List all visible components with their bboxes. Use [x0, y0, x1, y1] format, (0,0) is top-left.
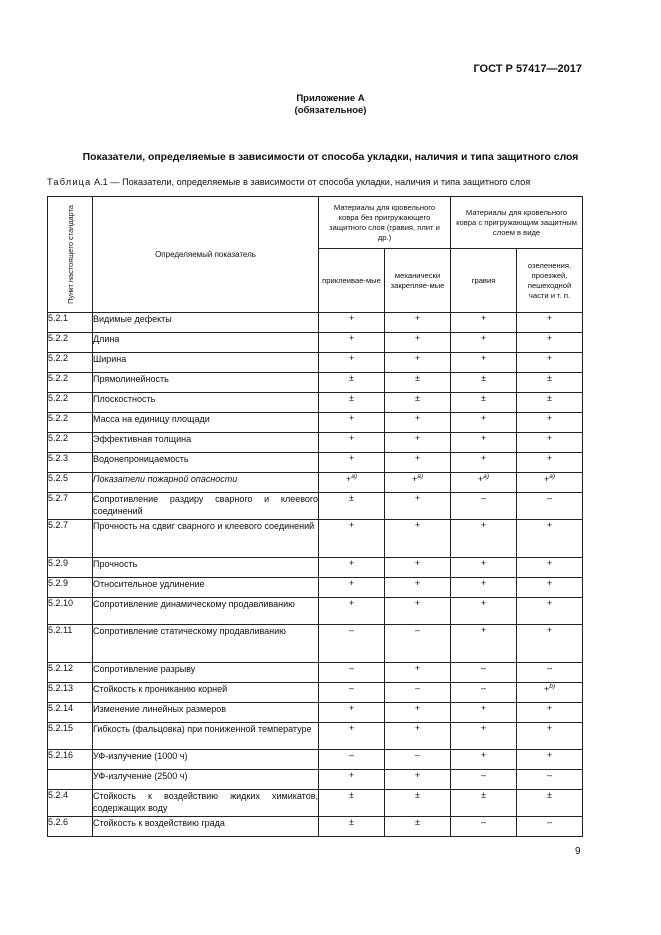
table-row: [48, 625, 583, 663]
indicator-cell: Гибкость (фальцовка) при пониженной температуре: [93, 723, 319, 750]
indicators-table: [47, 196, 583, 837]
mark-cell: ±: [451, 373, 517, 393]
table-row: [48, 683, 583, 703]
mark-cell: +: [451, 723, 517, 750]
indicator-cell: Эффективная толщина: [93, 433, 319, 453]
mark-cell: +: [319, 453, 385, 473]
mark-cell: +: [385, 313, 451, 333]
table-row: [48, 353, 583, 373]
clause-cell: 5.2.6: [48, 817, 93, 837]
mark-cell: +$^{b)}$: [517, 683, 583, 703]
indicator-cell: Сопротивление статическому продавливанию: [93, 625, 319, 663]
mark-cell: +: [451, 453, 517, 473]
mark-cell: ±: [319, 373, 385, 393]
mark-cell: +: [451, 578, 517, 598]
mark-cell: +: [319, 703, 385, 723]
mark-cell: ±: [517, 790, 583, 817]
indicator-cell: Прочность: [93, 558, 319, 578]
mark-cell: +: [319, 723, 385, 750]
table-row: [48, 750, 583, 770]
table-body: [48, 313, 583, 837]
mark-cell: +: [451, 703, 517, 723]
mark-cell: ±: [451, 790, 517, 817]
indicator-cell: Стойкость к воздействию града: [93, 817, 319, 837]
indicator-cell: УФ-излучение (1000 ч): [93, 750, 319, 770]
indicator-cell: Сопротивление динамическому продавливанию: [93, 598, 319, 625]
clause-cell: 5.2.16: [48, 750, 93, 770]
mark-cell: –: [451, 683, 517, 703]
mark-cell: +: [451, 520, 517, 558]
table-row: [48, 373, 583, 393]
mark-cell: +: [385, 353, 451, 373]
appendix-status: (обязательное): [294, 105, 367, 116]
header-group-without-layer: Материалы для кровельного ковра без пригружающего защитного слоя (гравия, плит и др.): [319, 197, 451, 249]
indicator-cell: Длина: [93, 333, 319, 353]
mark-cell: ±: [319, 790, 385, 817]
indicator-cell: Сопротивление раздиру сварного и клеевого соединений: [93, 493, 319, 520]
mark-cell: +: [451, 433, 517, 453]
mark-cell: +: [517, 625, 583, 663]
indicator-cell: Стойкость к прониканию корней: [93, 683, 319, 703]
page-number: 9: [575, 846, 581, 857]
mark-cell: +$^{а)}$: [517, 473, 583, 493]
mark-cell: –: [517, 770, 583, 790]
mark-cell: –: [451, 493, 517, 520]
table-row: [48, 393, 583, 413]
mark-cell: ±: [385, 373, 451, 393]
mark-cell: +: [385, 433, 451, 453]
section-heading: Показатели, определяемые в зависимости от способа укладки, наличия и типа защитного слоя: [82, 152, 579, 163]
indicator-cell: Прочность на сдвиг сварного и клеевого соединений: [93, 520, 319, 558]
header-indicator: Определяемый показатель: [93, 197, 319, 313]
mark-cell: –: [451, 817, 517, 837]
mark-cell: +: [319, 770, 385, 790]
indicator-cell: Масса на единицу площади: [93, 413, 319, 433]
mark-cell: –: [385, 683, 451, 703]
mark-cell: +: [385, 578, 451, 598]
mark-cell: +: [517, 333, 583, 353]
table-row: [48, 313, 583, 333]
table-row: [48, 703, 583, 723]
mark-cell: –: [517, 817, 583, 837]
standard-designation: ГОСТ Р 57417—2017: [473, 63, 582, 75]
indicator-cell: УФ-излучение (2500 ч): [93, 770, 319, 790]
table-caption-text: А.1 — Показатели, определяемые в зависимости от способа укладки, наличия и типа защитного слоя: [94, 177, 531, 187]
mark-cell: +: [385, 723, 451, 750]
table-caption: [47, 177, 530, 187]
mark-cell: +: [451, 558, 517, 578]
table-row: [48, 520, 583, 558]
mark-cell: +: [517, 578, 583, 598]
table-row: [48, 663, 583, 683]
mark-cell: +$^{а)}$: [385, 473, 451, 493]
mark-cell: +: [517, 723, 583, 750]
mark-cell: ±: [385, 817, 451, 837]
mark-cell: ±: [385, 393, 451, 413]
mark-cell: +: [517, 558, 583, 578]
indicator-cell: Стойкость к воздействию жидких химикатов, содержащих воду: [93, 790, 319, 817]
mark-cell: +: [517, 598, 583, 625]
table-caption-label: Таблица: [47, 177, 92, 187]
mark-cell: +: [451, 413, 517, 433]
mark-cell: +: [385, 663, 451, 683]
indicator-cell: Показатели пожарной опасности: [93, 473, 319, 493]
mark-cell: +: [385, 453, 451, 473]
clause-cell: 5.2.7: [48, 520, 93, 558]
mark-cell: –: [385, 625, 451, 663]
clause-cell: 5.2.12: [48, 663, 93, 683]
mark-cell: +: [319, 313, 385, 333]
table-row: [48, 723, 583, 750]
mark-cell: +: [517, 453, 583, 473]
indicator-cell: Водонепроницаемость: [93, 453, 319, 473]
table-row: [48, 453, 583, 473]
mark-cell: –: [451, 663, 517, 683]
mark-cell: +$^{а)}$: [451, 473, 517, 493]
mark-cell: –: [319, 663, 385, 683]
table-row: [48, 413, 583, 433]
mark-cell: +: [385, 413, 451, 433]
mark-cell: +: [385, 558, 451, 578]
mark-cell: +: [517, 703, 583, 723]
clause-cell: 5.2.2: [48, 353, 93, 373]
header-greening: озеленения, проезжей, пешеходной части и т. п.: [517, 249, 583, 313]
clause-cell: 5.2.9: [48, 578, 93, 598]
table-row: [48, 493, 583, 520]
clause-cell: 5.2.2: [48, 393, 93, 413]
mark-cell: –: [319, 683, 385, 703]
table-row: [48, 473, 583, 493]
mark-cell: +: [451, 750, 517, 770]
clause-cell: 5.2.2: [48, 413, 93, 433]
indicator-cell: Видимые дефекты: [93, 313, 319, 333]
mark-cell: +: [319, 578, 385, 598]
mark-cell: +: [319, 598, 385, 625]
clause-cell: 5.2.13: [48, 683, 93, 703]
clause-cell: 5.2.10: [48, 598, 93, 625]
mark-cell: +: [517, 433, 583, 453]
clause-cell: 5.2.2: [48, 433, 93, 453]
clause-cell: 5.2.15: [48, 723, 93, 750]
mark-cell: ±: [451, 393, 517, 413]
header-group-with-layer: Материалы для кровельного ковра с пригружающим защитным слоем в виде: [451, 197, 583, 249]
clause-cell: 5.2.5: [48, 473, 93, 493]
clause-cell: 5.2.2: [48, 373, 93, 393]
mark-cell: +: [385, 493, 451, 520]
mark-cell: ±: [385, 790, 451, 817]
mark-cell: +: [385, 703, 451, 723]
mark-cell: +: [451, 333, 517, 353]
clause-cell: 5.2.14: [48, 703, 93, 723]
mark-cell: +: [319, 353, 385, 373]
mark-cell: ±: [517, 373, 583, 393]
indicator-cell: Относительное удлинение: [93, 578, 319, 598]
mark-cell: +: [451, 313, 517, 333]
indicator-cell: Изменение линейных размеров: [93, 703, 319, 723]
mark-cell: +: [319, 433, 385, 453]
mark-cell: –: [517, 663, 583, 683]
table-row: [48, 433, 583, 453]
indicator-cell: Ширина: [93, 353, 319, 373]
mark-cell: +$^{а)}$: [319, 473, 385, 493]
mark-cell: +: [385, 520, 451, 558]
mark-cell: ±: [517, 393, 583, 413]
table-row: [48, 578, 583, 598]
clause-cell: 5.2.1: [48, 313, 93, 333]
mark-cell: +: [319, 558, 385, 578]
clause-cell: 5.2.11: [48, 625, 93, 663]
mark-cell: +: [385, 333, 451, 353]
mark-cell: +: [385, 598, 451, 625]
mark-cell: +: [319, 520, 385, 558]
header-clause: Пункт настоящего стандарта: [48, 197, 93, 313]
clause-cell: 5.2.9: [48, 558, 93, 578]
indicator-cell: Плоскостность: [93, 393, 319, 413]
table-row: [48, 333, 583, 353]
clause-cell: [48, 770, 93, 790]
table-row: [48, 598, 583, 625]
mark-cell: –: [517, 493, 583, 520]
mark-cell: +: [517, 413, 583, 433]
mark-cell: +: [319, 413, 385, 433]
indicator-cell: Сопротивление разрыву: [93, 663, 319, 683]
mark-cell: +: [451, 625, 517, 663]
header-mechanical: механически закрепляе-мые: [385, 249, 451, 313]
mark-cell: +: [451, 598, 517, 625]
appendix-heading: [0, 93, 661, 117]
mark-cell: ±: [319, 817, 385, 837]
mark-cell: ±: [319, 393, 385, 413]
indicator-cell: Прямолинейность: [93, 373, 319, 393]
table-row: [48, 790, 583, 817]
mark-cell: +: [517, 353, 583, 373]
clause-cell: 5.2.3: [48, 453, 93, 473]
mark-cell: –: [385, 750, 451, 770]
header-glued: приклеивае-мые: [319, 249, 385, 313]
mark-cell: +: [319, 333, 385, 353]
table-row: [48, 817, 583, 837]
mark-cell: +: [517, 520, 583, 558]
appendix-title: Приложение А: [296, 93, 365, 104]
mark-cell: +: [451, 353, 517, 373]
table-row: [48, 558, 583, 578]
mark-cell: –: [319, 625, 385, 663]
clause-cell: 5.2.2: [48, 333, 93, 353]
mark-cell: –: [451, 770, 517, 790]
clause-cell: 5.2.4: [48, 790, 93, 817]
mark-cell: +: [517, 313, 583, 333]
mark-cell: –: [319, 750, 385, 770]
header-gravel: гравия: [451, 249, 517, 313]
table-row: [48, 770, 583, 790]
mark-cell: ±: [319, 493, 385, 520]
mark-cell: +: [385, 770, 451, 790]
mark-cell: +: [517, 750, 583, 770]
clause-cell: 5.2.7: [48, 493, 93, 520]
